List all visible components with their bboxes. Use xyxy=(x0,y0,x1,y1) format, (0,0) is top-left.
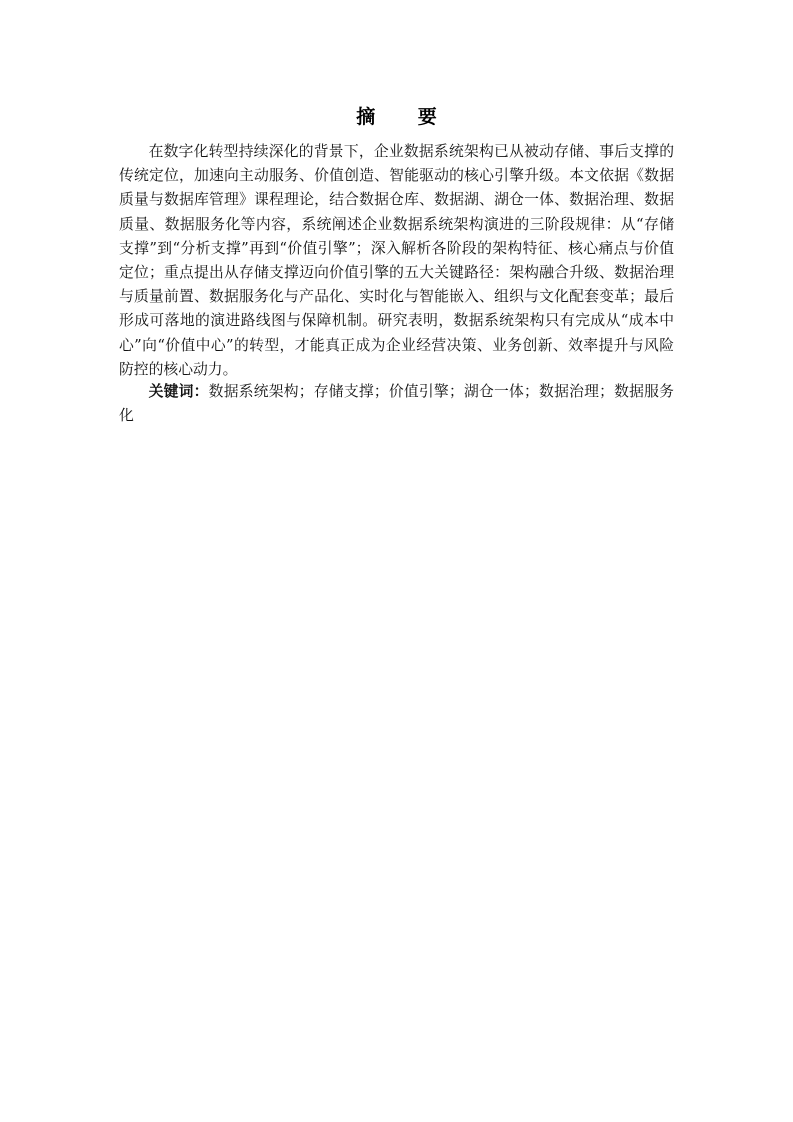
abstract-title: 摘 要 xyxy=(356,106,455,128)
keywords-label: 关键词： xyxy=(148,383,209,400)
abstract-body: 在数字化转型持续深化的背景下，企业数据系统架构已从被动存储、事后支撑的传统定位，加速向主动服务、价值创造、智能驱动的核心引擎升级。本文依据《数据质量与数据库管理》课程理论，结合数据仓库、数据湖、湖仓一体、数据治理、数据质量、数据服务化等内容，系统阐述企业数据系统架构演进的三阶段规律：从“存储支撑”到“分析支撑”再到“价值引擎”；深入解析各阶段的架构特征、核心痛点与价值定位；重点提出从存储支撑迈向价值引擎的五大关键路径：架构融合升级、数据治理与质量前置、数据服务化与产品化、实时化与智能嵌入、组织与文化配套变革；最后形成可落地的演进路线图与保障机制。研究表明，数据系统架构只有完成从“成本中心”向“价值中心”的转型，才能真正成为企业经营决策、业务创新、效率提升与风险防控的核心动力。 xyxy=(119,143,674,378)
keywords-list: 数据系统架构；存储支撑；价值引擎；湖仓一体；数据治理；数据服务化 xyxy=(119,383,674,425)
keywords-paragraph xyxy=(119,380,674,428)
